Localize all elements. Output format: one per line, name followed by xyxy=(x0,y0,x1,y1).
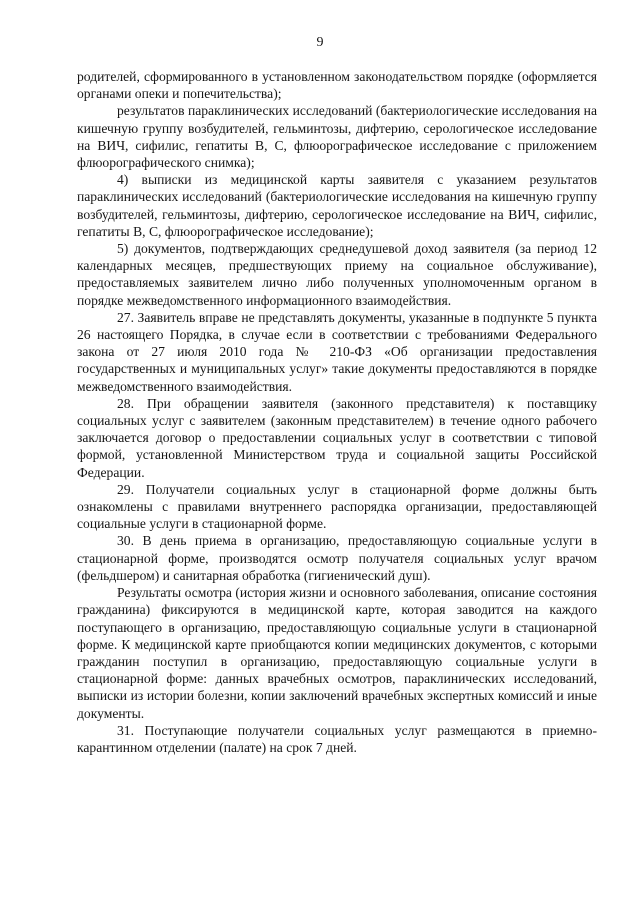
paragraph-parents-continuation: родителей, сформированного в установленном законодательством порядке (оформляется органами опеки и попечительства); xyxy=(77,69,597,102)
document-body xyxy=(77,68,597,756)
paragraph-clause-29: 29. Получатели социальных услуг в стационарной форме должны быть ознакомлены с правилами внутреннего распорядка организации, предоставляющей социальные услуги в стационарной форме. xyxy=(77,481,597,532)
paragraph-item-4-medical-extract: 4) выписки из медицинской карты заявителя с указанием результатов параклинических исследований (бактериологические исследования на кишечную группу возбудителей, гельминтозы, дифтерию, серологическое исследование на ВИЧ, сифилис, гепатиты В, С, флюорографическое исследование); xyxy=(77,172,597,239)
paragraph-clause-27: 27. Заявитель вправе не представлять документы, указанные в подпункте 5 пункта 26 настоящего Порядка, в случае если в соответствии с требованиями Федерального закона от 27 июля 2010 года № 210-ФЗ «Об организации предоставления государственных и муниципальных услуг» такие документы предоставляются в порядке межведомственного взаимодействия. xyxy=(77,309,597,394)
paragraph-clause-28: 28. При обращении заявителя (законного представителя) к поставщику социальных услуг с заявителем (законным представителем) в течение одного рабочего заключается договор о предоставлении социальных услуг в соответствии с типовой формой, установленной Министерством труда и социальной защиты Российской Федерации. xyxy=(77,395,597,480)
paragraph-examination-results: Результаты осмотра (история жизни и основного заболевания, описание состояния гражданина) фиксируются в медицинской карте, которая заводится на каждого поступающего в организацию, предоставляющую социальные услуги в стационарной форме. К медицинской карте приобщаются копии медицинских документов, с которыми гражданин поступил в организацию, предоставляющую социальные услуги в стационарной форме: данных врачебных осмотров, параклинических исследований, выписки из истории болезни, копии заключений врачебных экспертных комиссий и иные документы. xyxy=(77,585,597,721)
page-number: 9 xyxy=(316,35,324,50)
paragraph-clause-31: 31. Поступающие получатели социальных услуг размещаются в приемно-карантинном отделении (палате) на срок 7 дней. xyxy=(77,722,597,755)
paragraph-clause-30: 30. В день приема в организацию, предоставляющую социальные услуги в стационарной форме, производятся осмотр получателя социальных услуг врачом (фельдшером) и санитарная обработка (гигиенический душ). xyxy=(77,533,597,583)
paragraph-paraclinical-results: результатов параклинических исследований (бактериологические исследования на кишечную группу возбудителей, гельминтозы, дифтерию, серологическое исследование на ВИЧ, сифилис, гепатиты В, С, флюорографическое исследование с приложением флюорографического снимка); xyxy=(77,103,597,171)
paragraph-item-5-income-documents: 5) документов, подтверждающих среднедушевой доход заявителя (за период 12 календарных месяцев, предшествующих приему на социальное обслуживание), предоставляемых заявителем лично либо полученных уполномоченным органом в порядке межведомственного информационного взаимодействия. xyxy=(77,241,597,308)
